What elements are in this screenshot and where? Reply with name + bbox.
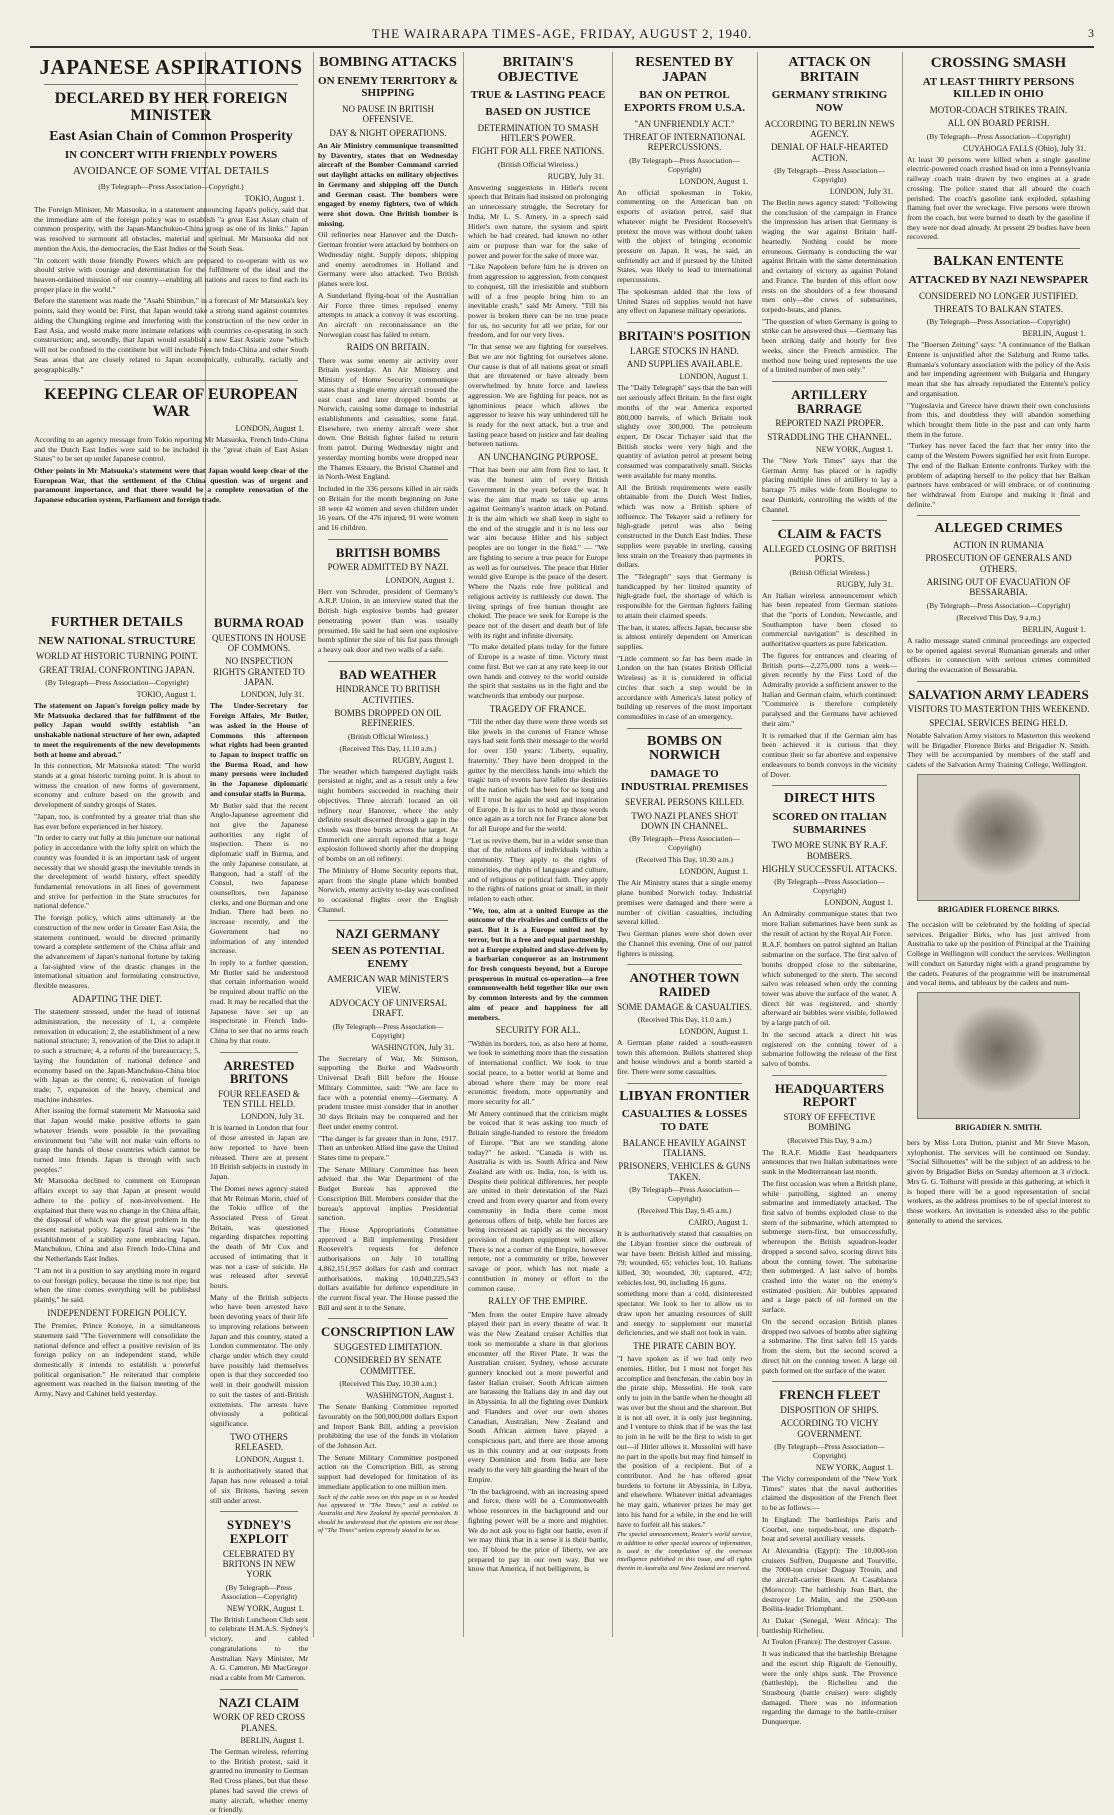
- paragraph: The R.A.F. Middle East headquarters announces that two Italian submarines were sunk in the Mediterranean last month.: [762, 1147, 897, 1177]
- masthead-rule: [30, 46, 1094, 48]
- paragraph: The first occasion was when a British plane, while patrolling, sighted an enemy submarine and immediately attacked. The first salvo of bombs exploded close to the stern of the submarine, which attempted to submerge stern-first, but unsuccessfully, whereupon the British squadron-leader dropped a second salvo, scoring direct hits about the conning tower. The submarine then submerged. A last salvo of bombs crashed into the water on the enemy's estimated position. Air bubbles appeared and a large patch of oil formed on the surface.: [762, 1178, 897, 1315]
- paragraph: The German wireless, referring to the British protest, said it granted no immunity to German Red Cross planes, but that these planes had saved the crews of many aircraft, whether enemy or friendly.: [210, 1747, 308, 1815]
- paragraph: In this connection, Mr Matsuoka stated: "The world stands at a great historic turning point. It is about to witness the creation of new forms of government, economy and culture based on the growth and development of sundry groups of States.: [34, 761, 200, 810]
- subhead: ARISING OUT OF EVACUATION OF BESSARABIA.: [926, 577, 1071, 598]
- subhead: SCORED ON ITALIAN SUBMARINES: [772, 810, 887, 836]
- paragraph: The statement on Japan's foreign policy made by Mr Matsuoka declared that for fulfilment of the policy Japan would swiftly establish "an unshakable national structure of her own, adapted to meet the requirements of the new developments both at home and abroad.": [34, 701, 200, 759]
- section-subhead: TRAGEDY OF FRANCE.: [489, 703, 587, 714]
- subhead: "AN UNFRIENDLY ACT.": [634, 118, 735, 129]
- credit-line: (By Telegraph—Press Association—Copyright): [774, 166, 885, 185]
- paragraph: "Turkey has never faced the fact that her entry into the camp of the Western Powers signified her exit from Europe. The end of the Balkan Entente confronts Turkey with the problem of adapting herself to the policy that her Balkan partners have embraced or will embrace, or of continuing her withdrawal from Europe and making it final and definite.": [907, 441, 1090, 509]
- dateline: CUYAHOGA FALLS (Ohio), July 31.: [963, 143, 1086, 153]
- subhead: CASUALTIES & LOSSES TO DATE: [621, 1108, 748, 1134]
- subhead: THREAT OF INTERNATIONAL REPERCUSSIONS.: [623, 132, 746, 153]
- footnote: The special announcement, Reuter's world service, in addition to other special sources of information, is used in the compilation of the overseas intelligence published in this issue, and all rights therein in Australia and New Zealand are reserved.: [617, 1531, 752, 1572]
- paragraph: After issuing the formal statement Mr Matsuoka said that Japan would make positive efforts to gain whatever friends were possible in the prevailing environment but "she will not make vain efforts to grasp the hands of those countries which cannot be turned into friends. Japan is through with such peoples.": [34, 1106, 200, 1174]
- received-line: (Received This Day, 9 a.m.): [787, 1135, 872, 1145]
- subhead: TWO NAZI PLANES SHOT DOWN IN CHANNEL.: [631, 810, 738, 832]
- paragraph: The Foreign Minister, Mr Matsuoka, in a statement announcing Japan's policy, said that the immediate aim of the foreign policy was to establish "a great East Asian chain of common prosperity, with the Japan-Manchukuo-China group as one of its links." Japan was resolved to surmount all obstacles, material and spiritual. Mr Matsuoka did not mention the Axis, the democracies, the East Indies or the South Seas.: [34, 205, 308, 253]
- section-subhead: RALLY OF THE EMPIRE.: [488, 1296, 588, 1307]
- subhead: FOUR RELEASED & TEN STILL HELD.: [218, 1088, 300, 1110]
- paragraph: something more than a cold, disinterested spectator. We look to her to allow us to draw upon her amazing resources of skill and energy to supplement our material deficiencies, and we shall not look in vain.: [617, 1289, 752, 1338]
- subhead: STRADDLING THE CHANNEL.: [767, 431, 892, 442]
- paragraph: The "Boersen Zeitung" says: "A continuance of the Balkan Entente is unjustified after the Salzburg and Rome talks. Rumania's voluntary association with the policy of the Axis and her impending agreement with Bulgaria and Hungary mean that she has already repudiated the Entente's policy and organisation.: [907, 340, 1090, 398]
- subhead: AVOIDANCE OF SOME VITAL DETAILS: [72, 165, 270, 178]
- headline: ATTACK ON BRITAIN: [788, 55, 871, 85]
- paragraph: "To make detailed plans today for the future of Europe is a waste of time. Victory must come first. But we can at any rate keep in our own hands and convey to the world outside the spirit that sustains us in the fight and the watchwords that embody our purpose.: [468, 642, 608, 700]
- subhead: SEVERAL PERSONS KILLED.: [625, 797, 744, 808]
- divider: [772, 381, 887, 382]
- paragraph: "Within its borders, too, as also here at home, we look to something more than the cessation of international conflict. We look to true social peace, to a better world at home and abroad where there may be more real economic freedom, more opportunity and more security for all.": [468, 1038, 608, 1106]
- subhead: PRISONERS, VEHICLES & GUNS TAKEN.: [618, 1161, 751, 1182]
- subhead: TRUE & LASTING PEACE: [470, 89, 606, 102]
- subhead: GERMANY STRIKING NOW: [771, 89, 888, 115]
- divider: [220, 1052, 298, 1053]
- divider: [220, 1689, 298, 1690]
- subhead: CONSIDERED BY SENATE COMMITTEE.: [334, 1355, 442, 1376]
- paragraph: bers by Miss Lora Dutton, pianist and Mr Steve Mason, xylophonist. The services will be continued on Sunday. "Social Silhouettes" will be the subject of an address to be given by Brigadier Birks on Sunday afternoon at 3 o'clock. Mrs G. G. Tolhurst will preside at this gathering, at which it is hoped there will be a good representation of social workers, as the address promises to be of special interest to those workers. An invitation is extended also to the public generally to attend the services.: [907, 1137, 1090, 1225]
- dateline: LONDON, August 1.: [679, 867, 748, 877]
- headline: JAPANESE ASPIRATIONS: [39, 55, 303, 79]
- headline: ALLEGED CRIMES: [934, 521, 1063, 537]
- section-subhead: TWO OTHERS RELEASED.: [230, 1431, 288, 1453]
- section-subhead: ADAPTING THE DIET.: [72, 993, 162, 1004]
- subhead: WORK OF RED CROSS PLANES.: [212, 1712, 306, 1733]
- headline: LIBYAN FRONTIER: [619, 1088, 750, 1104]
- subhead: PROSECUTION OF GENERALS AND OTHERS.: [925, 553, 1072, 574]
- paragraph: The Ministry of Home Security reports that, apart from the single plane which bombed Norwich, enemy activity to-day was confined to occasional flights over the English Channel.: [318, 865, 458, 914]
- subhead: ATTACKED BY NAZI NEWSPAPER: [908, 273, 1089, 286]
- credit-line: (By Telegraph—Press Association—Copyright.): [98, 182, 244, 192]
- paragraph: The Secretary of War, Mr Stimson, supporting the Burke and Wadsworth Universal Draft Bill before the House Military Committee, said: "We are face to face with a potential enemy—Germany. A prudent trustee must consider that in another 30 days Britain may be conquered and her fleet under enemy control.: [318, 1053, 458, 1131]
- dateline: LONDON, August 1.: [679, 176, 748, 186]
- paragraph: The figures for entrances and clearing of British ports—2,275,000 tons a week—given recently by the First Lord of the Admiralty provide a sufficient answer to the Italian and German claim, which continued: "Commerce is therefore completely paralysed and the Germans have achieved their aim.": [762, 650, 897, 728]
- divider: [44, 380, 298, 381]
- subhead: NO INSPECTION RIGHTS GRANTED TO JAPAN.: [213, 656, 305, 688]
- received-line: (Received This Day, 11.10 a.m.): [339, 743, 437, 753]
- headline: BOMBING ATTACKS: [319, 55, 457, 70]
- subhead: CONSIDERED NO LONGER JUSTIFIED.: [919, 290, 1078, 301]
- credit-line: (By Telegraph—Press Association—Copyright): [629, 1185, 740, 1204]
- subhead: AND SUPPLIES AVAILABLE.: [626, 359, 743, 370]
- paragraph: "Japan, too, is confronted by a greater trial than she has ever before experienced in her history.: [34, 811, 200, 831]
- subhead: DECLARED BY HER FOREIGN MINISTER: [54, 90, 288, 124]
- subhead: ACCORDING TO VICHY GOVERNMENT.: [780, 1418, 879, 1439]
- dateline: TOKIO, August 1.: [136, 690, 196, 700]
- paragraph: The Under-Secretary for Foreign Affairs, Mr Butler, was asked in the House of Commons this afternoon what rights had been granted to Japan to inspect traffic on the Burma Road, and how many persons were included in the Japanese diplomatic and consular staffs in Burma.: [210, 701, 308, 798]
- paragraph: "Yugoslavia and Greece have drawn their own conclusions from this, and doubtless they will abandon something which brought them little in the past and can only harm them in the future.: [907, 400, 1090, 439]
- subhead: QUESTIONS IN HOUSE OF COMMONS.: [212, 632, 306, 653]
- headline: BALKAN ENTENTE: [933, 254, 1064, 270]
- paragraph: The occasion will be celebrated by the holding of special services. Brigadier Birks, who has just arrived from Australia to take up the position of Principal at the Training College in Wellington will conduct the services. Wellington will conduct on Saturday night with a grand programme by the cadets. Features of the programme will be instrumental and vocal items, and tableaux by the cadets and num-: [907, 919, 1090, 988]
- headline: NAZI GERMANY: [335, 926, 441, 942]
- subhead: DETERMINATION TO SMASH HITLER'S POWER.: [477, 122, 599, 143]
- subhead: SOME DAMAGE & CASUALTIES.: [617, 1001, 752, 1012]
- headline: BURMA ROAD: [214, 615, 304, 630]
- paragraph: At Toulon (France): The destroyer Cassue.: [762, 1637, 892, 1647]
- footnote: Such of the cable news on this page as is so headed has appeared in "The Times," and is cabled to Australia and New Zealand by special permission. It should be understood that the opinions are not those of "The Times" unless expressly stated to be so.: [318, 1493, 458, 1534]
- paragraph: A German plane raided a south-eastern town this afternoon. Bullets shattered shop and house windows and a bomb started a fire. There were some casualties.: [617, 1037, 752, 1077]
- dateline: NEW YORK, August 1.: [815, 1462, 893, 1472]
- paragraph: Answering suggestions in Hitler's recent speech that Britain had insisted on prolonging an unnecessary struggle, the Secretary for India, Mr L. S. Amery, in a speech said Hitler's own nature, the system and spirit which he had created, had known no other aim or purpose than war for the sake of power and power for the sake of more war.: [468, 182, 608, 260]
- credit-line: (By Telegraph—Press Association—Copyright): [221, 1582, 297, 1601]
- subhead: DISPOSITION OF SHIPS.: [780, 1404, 879, 1415]
- paragraph: "I have spoken as if we had only two enemies, Hitler, but I must not forget his accomplice and henchman, the cabin boy in the pirate ship, Mussolini. He took care only to join in the battle when he thought all was over but the shout and the shareout. But it is not all over, it is only just beginning, and I venture to think that if he was the last to join in he will be the first to wish to get out—if Hitler allows it. Mussolini will have no part in the spoils but may find himself in the position of a recipient. But of a contributor. And he has offered great burdens to fortune in Abyssinia, in Libya, and elsewhere. Whatever initial advantages he may gain, whatever prizes he may get into his hand for a while, in the end he will have to forfeit all his stakes.": [617, 1354, 752, 1529]
- headline: BRITAIN'S POSITION: [618, 328, 751, 344]
- paragraph: The "Daily Telegraph" says that the ban will not seriously affect Britain. In the first eight months of the war America exported 800,000 barrels, of which Britain took slightly over 300,000. The petroleum expert, Dr Oscar Tichayer said that the British stocks were very high and the quantity of aviation petrol at present being consumed was comparatively small. Stocks were available for many months.: [617, 383, 752, 480]
- headline: ARTILLERY BARRAGE: [791, 386, 868, 416]
- headline: HEADQUARTERS REPORT: [774, 1080, 885, 1110]
- received-line: (Received This Day, 10.30 a.m.): [635, 855, 734, 865]
- dateline: WASHINGTON, August 1.: [366, 1391, 454, 1401]
- credit-line: (British Official Wireless.): [347, 731, 429, 741]
- paragraph: "Men from the outer Empire have already played their part in every theatre of war. It was the New Zealand cruiser Achilles that took so memorable a share in that glorious encounter off the River Plate. It was the Australian cruiser, Sydney, whose accurate gunnery knocked out a more powerful and faster Italian cruiser. South African airmen are harassing the Italians day in and day out in Abyssinia. In all the fighting over Dunkirk and Flanders and over our own shores Canadian, Australian, New Zealand and South African airmen have played a conspicuous part, and there are those among us in this country and at our outposts from every Dominion and from India are here ready to the very hilt guarding the heart of the Empire.: [468, 1309, 608, 1484]
- column-6: [758, 52, 901, 1727]
- divider: [917, 681, 1080, 682]
- photo-brigadier-florence-birks: [917, 774, 1080, 901]
- credit-line: (By Telegraph—Press Association—Copyright): [926, 600, 1071, 610]
- paragraph: "Like Napoleon before him he is driven on from aggression to aggression, from conquest to conquest, till the irresistible and stubborn will of a free people bring him to an inevitable crash," said Mr Amery. "Till his power is broken there can be no true peace for us, no security for all we prize, for our freedom, and for our very lives.: [468, 262, 608, 340]
- paragraph: The "Telegraph" says that Germany is handicapped by her limited quantity of high-grade fuel, the shortage of which is responsible for the German fighters failing to attain their claimed speeds.: [617, 572, 752, 620]
- paragraph: A radio message stated criminal proceedings are expected to be opened against several Rumanian generals and other officers in connection with serious crimes committed during the evacuation of Bessarabia.: [907, 635, 1090, 674]
- subhead: DENIAL OF HALF-HEARTED ACTION.: [770, 142, 889, 163]
- received-line: (Received This Day, 9 a.m.): [956, 612, 1041, 622]
- page-number: 3: [1088, 26, 1094, 40]
- dateline: NEW YORK, August 1.: [226, 1603, 304, 1613]
- paragraph: An Air Ministry communique transmitted by Daventry, states that on Wednesday aircraft of the Bomber Command carried out daylight attacks on military objectives in Germany and shipping off the Dutch and German coast. The bombers were engaged by enemy fighters, two of which were shot down. One British bomber is missing.: [318, 141, 458, 228]
- divider: [328, 539, 448, 540]
- dateline: LONDON, August 1.: [385, 575, 454, 585]
- paragraph: All the British requirements were easily obtainable from the Dutch West Indies, which was now a British sphere of influence. The Tekayer said a refinery for high-grade petrol was also being constructed in the Dutch East Indies. These supplies were payable in sterling, causing less strain on the Treasury than payments in dollars.: [617, 482, 752, 570]
- paragraph: The Senate Banking Committee reported favourably on the 500,000,000 dollars Export and Import Bank Bill, adding a provision prohibiting the use of the funds in violation of the Johnson Act.: [318, 1402, 458, 1450]
- dateline: RUGBY, August 1.: [392, 755, 454, 765]
- paragraph: At Dakar (Senegal, West Africa): The battleship Richelieu.: [762, 1615, 897, 1635]
- subhead: ON ENEMY TERRITORY & SHIPPING: [318, 74, 458, 100]
- subhead: HIGHLY SUCCESSFUL ATTACKS.: [762, 863, 897, 874]
- subhead: BOMBS DROPPED ON OIL REFINERIES.: [334, 708, 442, 729]
- subhead: BALANCE HEAVILY AGAINST ITALIANS.: [622, 1137, 747, 1159]
- paragraph: It is learned in London that four of those arrested in Japan are now reported to have been released. There are at present 10 British subjects in custody in Japan.: [210, 1123, 308, 1182]
- headline: SYDNEY'S EXPLOIT: [226, 1517, 292, 1546]
- paragraph: Mr Butler said that the recent Anglo-Japanese agreement did not give the Japanese authorities any right of inspection. There is no diplomatic staff in Burma, and the only Japanese consulate, at Rangoon, had a staff of the Consul, two Japanese counsellors, two Japanese clerks, and one Burman and one Indian. There had been no increase recently, and the Government had no information of any intended increase.: [210, 800, 308, 956]
- subhead: ACCORDING TO BERLIN NEWS AGENCY.: [764, 118, 895, 139]
- credit-line: (British Official Wireless.): [789, 567, 870, 577]
- section-subhead: INDEPENDENT FOREIGN POLICY.: [47, 1307, 187, 1318]
- paragraph: There was some enemy air activity over Britain yesterday. An Air Ministry and Ministry of Home Security communique states that a single enemy aircraft crossed the east coast and later dropped bombs at Norwich, causing some damage to industrial establishments and casualties, some fatal. Elsewhere, two enemy aircraft were shot down. One British fighter failed to return from patrol. During Wednesday night and yesterday morning bombs were dropped near the Thames Estuary, the Bristol Channel and in North-West England.: [318, 355, 458, 482]
- credit-line: (By Telegraph—Press Association—Copyright): [926, 317, 1071, 327]
- paragraph: "Little comment so far has been made in London on the ban (states British Official Wireless) as it is considered in official circles that such a step would be in accordance with America's latest policy of building up reserves of the most important commodities in case of an emergency.: [617, 653, 752, 722]
- subhead: STORY OF EFFECTIVE BOMBING: [783, 1112, 876, 1133]
- paragraph: "In the background, with an increasing speed and force, there will be a Commonwealth whose resources in the background and our fighting power will be a more and mightier. We do not ask you to fight our battle, even if we may think that in a sense it is their battle, too. If blood be the price of liberty, we are prepared to pay in our own way. But we know that America, if not belligerent, is: [468, 1486, 608, 1574]
- paragraph: "The danger is far greater than in June, 1917. Then an unbroken Allied line gave the United States time to prepare.": [318, 1133, 458, 1162]
- dateline: WASHINGTON, July 31.: [371, 1042, 454, 1052]
- subhead: ALL ON BOARD PERISH.: [947, 118, 1050, 129]
- paragraph: The Domei news agency stated that Mr Reiman Morin, chief of the Tokio office of the Associated Press of Great Britain, was questioned regarding dispatches reporting the death of Mr Cox and accused of intimating that it was not a case of suicide. He was released after several hours.: [210, 1183, 308, 1290]
- subhead: TWO MORE SUNK BY R.A.F. BOMBERS.: [771, 840, 888, 861]
- paragraph: "In order to carry out fully at this juncture our national policy in accordance with the lofty spirit on which the country was founded it is an important task of urgent necessity that we should grasp the inevitable trends in the development of world history, effect speedily fundamental renovations in all lines of government and strive for perfection in the State structures for national defence.": [34, 833, 200, 911]
- dateline: BERLIN, August 1.: [240, 1736, 304, 1745]
- paragraph: A Sunderland flying-boat of the Australian Air Force three times repulsed enemy attempts to attack a convoy it was escorting. An aircraft on reconnaissance on the Norwegian coast has failed to return.: [318, 290, 458, 339]
- subhead: IN CONCERT WITH FRIENDLY POWERS: [64, 148, 278, 161]
- dateline: BERLIN, August 1.: [1022, 329, 1086, 339]
- credit-line: (By Telegraph—Press Association—Copyright): [926, 131, 1071, 141]
- section-subhead: THE PIRATE CABIN BOY.: [633, 1340, 736, 1351]
- divider: [772, 785, 887, 786]
- subhead: GREAT TRIAL CONFRONTING JAPAN.: [39, 664, 195, 675]
- subhead: AT LEAST THIRTY PERSONS KILLED IN OHIO: [922, 75, 1075, 101]
- paragraph: Other points in Mr Matsuoka's statement were that Japan would keep clear of the European War, that the settlement of the China question was of urgent and paramount importance, and that there would be a complete renovation of the Japanese education system, Parliament and foreign trade.: [34, 465, 308, 505]
- section-subhead: SECURITY FOR ALL.: [495, 1025, 581, 1036]
- paragraph: R.A.F. bombers on patrol sighted an Italian submarine on the surface. The first salvo of bombs dropped close to the submarine, which submerged to the stern. The second salvo was released when only the conning tower was above the surface of the water. A direct hit was registered, and shortly afterward air bubbles were visible, followed by a large patch of oil.: [762, 940, 897, 1028]
- paragraph: "We, too, aim at a united Europe as the outcome of the rivalries and conflicts of the past. But it is a Europe united not by terror, but in a free and equal partnership, not a Europe exploited and slave-driven by a barbarian conqueror as an instrument for fresh conquests beyond, but a Europe prosperous in mutual co-operation—a free commonwealth held together like our own by common interests and by the common aim of peace and happiness for all members.: [468, 905, 608, 1022]
- column-3: [314, 52, 462, 1637]
- column-4: [464, 52, 612, 1637]
- paragraph: The Berlin news agency stated: "Following the conclusion of the campaign in France the impression has arisen that Germany is waging the war against Britain half-heartedly. Nothing could be more erroneous. Germany is conducting the war against Britain with the same determination and certainty of victory as against Poland and France. The burden of this effort now rests on the shoulders of a few thousand men only—the crews of submarines, torpedo-boats, and planes.: [762, 198, 897, 314]
- paragraph: "In concert with those friendly Powers which are prepared to co-operate with us we should strive with courage and determination for the fulfilment of the ideal and the heaven-ordained mission of our country—enabling all nations and races to find each its proper place in the world.": [34, 255, 308, 294]
- credit-line: (British Official Wireless.): [497, 159, 579, 169]
- article-further-details: [30, 612, 204, 1637]
- subhead: FIGHT FOR ALL FREE NATIONS.: [471, 146, 605, 157]
- headline: CLAIM & FACTS: [777, 526, 882, 542]
- subhead: DAY & NIGHT OPERATIONS.: [329, 127, 447, 138]
- paragraph: The Senate Military Committee postponed action on the Conscription Bill, as strong support had developed for limitation of its immediate application to one million men.: [318, 1452, 458, 1491]
- subhead: NEW NATIONAL STRUCTURE: [38, 634, 196, 647]
- paragraph: The Air Ministry states that a single enemy plane bombed Norwich today. Industrial premises were damaged and there were a number of civilian casualties, including several killed.: [617, 878, 752, 927]
- dateline: LONDON, August 1.: [679, 1026, 748, 1036]
- headline: KEEPING CLEAR OF EUROPEAN WAR: [44, 386, 298, 421]
- subhead: THREATS TO BALKAN STATES.: [934, 303, 1063, 314]
- divider: [772, 1381, 887, 1382]
- paragraph: At least 30 persons were killed when a single gasoline electric-powered coach crashed head on into a Pennsylvania railway coach train drawn by two engines at a grade crossing. The police stated that all aboard the coach perished. The coach's gasoline tank exploded, splashing flaming fuel over the wreckage. Five persons were thrown from the coach, but were burned to death by the gasoline if they were not dead already. At present 29 bodies have been recovered.: [907, 154, 1090, 242]
- paragraph: Oil refineries near Hanover and the Dutch-German frontier were attacked by bombers on Wednesday night. Supply depots, shipping and enemy aerodromes in Holland and Germany were also attacked. Two British planes were lost.: [318, 230, 459, 289]
- dateline: RUGBY, July 31.: [547, 171, 604, 181]
- subhead: ACTION IN RUMANIA: [953, 540, 1044, 551]
- paragraph: It is remarked that if the German aim has been achieved it is curious that they continue their so far abortive and expensive endeavours to bomb convoys in the vicinity of Dover.: [762, 730, 897, 779]
- paragraph: The Vichy correspondent of the "New York Times" states that the naval authorities claimed the disposition of the French fleet to be as follows:—: [762, 1473, 897, 1513]
- dateline: LONDON, August 1.: [235, 1455, 304, 1465]
- section-subhead: RAIDS ON BRITAIN.: [346, 342, 430, 353]
- paragraph: "In that sense we are fighting for ourselves. But we are not fighting for ourselves alone. Our cause is that of all nations great or small that are threatened or have already been overwhelmed by brute force and lawless aggression. We are fighting for peace, not as ignominious peace which allows the aggressor to leave his way unhindered till he is ready for the next attack, but a true and lasting peace based on justice and fair dealing between nations.: [468, 342, 608, 449]
- subhead: SUGGESTED LIMITATION.: [333, 1342, 443, 1353]
- credit-line: (By Telegraph—Press Association—Copyright): [332, 1021, 444, 1040]
- column-7: [903, 52, 1094, 1637]
- headline: FRENCH FLEET: [779, 1387, 880, 1403]
- headline: ANOTHER TOWN RAIDED: [629, 970, 740, 999]
- subhead: ADVOCACY OF UNIVERSAL DRAFT.: [329, 998, 447, 1019]
- paragraph: Before the statement was made the "Asahi Shimbun," in a forecast of Mr Matsuoka's key points, said they would be: First, that Japan would take a strong stand against countries aiding the Chungking regime and interfering with the construction of the new order in East Asia, and would make more intimate relations with countries co-operating in such construction; and, secondly, that Japan would establish a new East Asiatic zone "which will not be confined to the continent but will include French Indo-China and other South Seas areas that are closely related to Japan economically, culturally, racially and geographically.": [34, 296, 308, 374]
- dateline: LONDON, July 31.: [240, 1112, 304, 1122]
- dateline: TOKIO, August 1.: [244, 194, 304, 204]
- subhead: WORLD AT HISTORIC TURNING POINT.: [35, 651, 199, 662]
- headline: FURTHER DETAILS: [51, 615, 183, 630]
- subhead: ALLEGED CLOSING OF BRITISH PORTS.: [762, 543, 897, 565]
- headline: BOMBS ON NORWICH: [646, 733, 723, 764]
- divider: [44, 84, 298, 85]
- received-line: (Received This Day, 10.30 a.m.): [339, 1379, 437, 1389]
- credit-line: (By Telegraph—Press Association—Copyright): [774, 1441, 885, 1460]
- headline: CONSCRIPTION LAW: [321, 1324, 455, 1340]
- headline: ARRESTED BRITONS: [223, 1057, 295, 1087]
- subhead: LARGE STOCKS IN HAND.: [630, 345, 739, 356]
- subhead: AMERICAN WAR MINISTER'S VIEW.: [327, 974, 449, 995]
- paragraph: In the second attack a direct hit was registered on the conning tower of a submarine following the release of the first salvo of bombs.: [762, 1029, 897, 1069]
- paragraph: The British Luncheon Club sent to celebrate H.M.A.S. Sydney's victory, and cabled congratulations to the Australian Navy Minister, Mr A. G. Cameron. Mr MacGregor read a cable from Mr Cameron.: [210, 1614, 308, 1682]
- headline: NAZI CLAIM: [218, 1694, 300, 1710]
- dateline: BERLIN, August 1.: [1022, 624, 1086, 634]
- subhead: MOTOR-COACH STRIKES TRAIN.: [929, 105, 1068, 116]
- headline: SALVATION ARMY LEADERS: [908, 686, 1089, 702]
- subhead: HINDRANCE TO BRITISH ACTIVITIES.: [335, 684, 441, 705]
- photo-caption: BRIGADIER N. SMITH.: [955, 1122, 1042, 1132]
- dateline: LONDON, July 31.: [240, 690, 304, 700]
- paragraph: Mr Amery continued that the criticism might be voiced that it was asking too much of Britain single-handed to restore the freedom of Europe. "But are we standing alone today?" he asked. "Canada is with us. Australia is with us. South Africa and New Zealand are with us. India, too, is with us. Despite their political differences, her people are united in their detestation of the Nazi creed and from every quarter and from every community in India there come most generous offers of help, while her forces are being increased as rapidly as the necessary provision of modern equipment will allow. There is not a corner of the Empire, however remote, not a community or tribe, however savage or poor, which has not made a contribution in money or effort to the common cause.: [468, 1108, 608, 1293]
- received-line: (Received This Day, 11.0 a.m.): [637, 1014, 732, 1024]
- photo-caption: BRIGADIER FLORENCE BIRKS.: [937, 904, 1060, 914]
- paragraph: Included in the 336 persons killed in air raids on Britain for the month beginning on June 18 were 42 women and seven children under 16 years. Of the 476 injured, 91 were women and 16 children.: [318, 484, 458, 532]
- paragraph: The "New York Times" says that the German Army has placed or is rapidly placing multiple lines of artillery to lay a barrage 75 miles wide from Boulogne to near Dunkirk, controlling the width of the Channel.: [762, 455, 897, 514]
- headline: DIRECT HITS: [783, 791, 876, 807]
- paragraph: It is authoritatively stated that casualties on the Libyan frontier since the outbreak of war have been: British killed and missing, 79; wounded, 65; vehicles lost, 10. Italians killed, 30; wounded, 30; captured, 472; vehicles lost, 90, including 16 guns.: [617, 1229, 752, 1287]
- dateline: LONDON, August 1.: [679, 372, 748, 382]
- masthead-title: THE WAIRARAPA TIMES-AGE, FRIDAY, AUGUST 2, 1940.: [371, 26, 753, 41]
- credit-line: (By Telegraph—Press Association—Copyright): [45, 678, 189, 688]
- divider: [328, 661, 448, 662]
- paragraph: The House Appropriations Committee approved a Bill implementing President Roosevelt's requests for defence authorisations on July 10 totalling 4,862,151,957 dollars for cash and contract authorisations, making 10,040,225,543 dollars available for defence expenditure in the current fiscal year. The House passed the Bill and sent it to the Senate.: [318, 1224, 458, 1312]
- paragraph: "Till the other day there were three words set like jewels in the coronet of France whose rays had sent forth their message to the world for over 150 years: 'Liberty, equality, fraternity.' They have been dropped in the gutter by the merciless hands into which the tragic turn of events have fallen the destinies of the nation which has been for so long and will I trust be again the soul and inspiration of Europe. It is for us to hold up those words once again as a torch not for France alone but for all Europe and for the world.: [468, 717, 608, 833]
- photo-brigadier-n-smith: [917, 992, 1080, 1119]
- paragraph: The Senate Military Committee has been advised that the War Department of the Budget Bureau has approved the Conscription Bill. Members consider that the bureau's approval implies Presidential sanction.: [318, 1164, 458, 1223]
- credit-line: (By Telegraph—Press Association—Copyright): [629, 155, 740, 174]
- dateline: RUGBY, July 31.: [836, 579, 893, 589]
- subhead: SEEN AS POTENTIAL ENEMY: [331, 945, 445, 970]
- paragraph: On the second occasion British planes dropped two salvoes of bombs after sighting a submarine. The first salvo fell 15 yards from the stern, but the second scored a direct hit on the conning tower. A large oil patch formed on the surface of the water.: [762, 1316, 897, 1375]
- dateline: NEW YORK, August 1.: [815, 444, 893, 454]
- subhead: BASED ON JUSTICE: [485, 106, 591, 119]
- section-subhead: AN UNCHANGING PURPOSE.: [477, 452, 599, 463]
- masthead: [30, 26, 1094, 42]
- credit-line: (By Telegraph—Press Association—Copyright): [774, 877, 885, 896]
- paragraph: Herr von Schroder, president of Germany's A.R.P. Union, in an interview stated that the British high explosive bombs had greater penetrating power than was usually presumed. He said he had seen one explosive bomb splinter the size of his fist pass through a heavy oak door and two walls of a safe.: [318, 586, 458, 654]
- subhead: NO PAUSE IN BRITISH OFFENSIVE.: [342, 103, 434, 125]
- subhead: POWER ADMITTED BY NAZI.: [327, 562, 449, 573]
- headline: BRITAIN'S OBJECTIVE: [497, 55, 579, 85]
- divider: [917, 248, 1080, 249]
- paragraph: Mr Matsuoka declined to comment on European affairs except to say that Japan at present would adhere to the policy of non-involvement. He explained that there was no change in the China affair, the disposal of which was the great problem in the present national policy. Japan's final aim was "the establishment of a stability zone embracing Japan, Manchukuo, China and also French Indo-China and the Netherlands East Indies.: [34, 1176, 200, 1264]
- divider: [917, 515, 1080, 516]
- credit-line: (By Telegraph—Press Association—Copyright): [629, 834, 740, 853]
- divider: [772, 1075, 887, 1076]
- headline: RESENTED BY JAPAN: [635, 55, 734, 85]
- paragraph: The ban, it states, affects Japan, because she is almost entirely dependent on American supplies.: [617, 622, 752, 652]
- divider: [220, 1511, 298, 1512]
- divider: [627, 964, 742, 965]
- paragraph: "That has been our aim from first to last. It was the honest aim of every British Government in the years before the war. It was the aim that made us take up arms against Germany's wanton attack on Poland. It is the aim which we shall keep in sight to the end of the struggle and it is no less our war aim because Hitler and his subject peoples are no longer in the field." — "We are fighting to secure a true peace for Europe as well as for ourselves. The peace that Hitler would give Europe is the peace of the desert. Where the Nazis rule free political and religious activity is ruthlessly cut down. The living springs of free human thought are choked. The peace we seek for Europe is the peace not of the desert and death but of life with its right and infinite diversity.: [468, 465, 608, 640]
- paragraph: The statement stressed, under the head of internal administration, the necessity of 1, a complete renovation in education; 2, the establishment of a new national structure; 3, renovation of the Diet to adapt it to such a structure; 4, a reform of the bureaucracy; 5, laying the foundation of national defence and economy based on the Japan-Manchukuo-China bloc with Japan as the centre; 6, renovation of foreign trade; 7, expansion of the heavy, chemical and machine industries.: [34, 1007, 200, 1104]
- column-5: [613, 52, 756, 1637]
- subhead: VISITORS TO MASTERTON THIS WEEKEND.: [907, 704, 1090, 715]
- divider: [627, 322, 742, 323]
- divider: [328, 1318, 448, 1319]
- paragraph: In reply to a further question, Mr Butler said he understood that certain information would be required about traffic on the road. It may be recalled that the Japanese have set up an inspectorate in French Indo-China to see that no arms reach China by that route.: [210, 958, 308, 1045]
- paragraph: "The question of when Germany is going to strike can be answered thus —Germany has been striking daily and hourly for five weeks, since the French armistice. The method now being used represents the use of a limited number of men only.": [762, 316, 897, 375]
- subhead: CELEBRATED BY BRITONS IN NEW YORK: [222, 1548, 296, 1580]
- subhead: BAN ON PETROL EXPORTS FROM U.S.A.: [624, 89, 745, 115]
- paragraph: According to an agency message from Tokio reporting Mr Matsuoka, French Indo-China and the Dutch East Indies were said to be included in the "great chain of East Asian States" to be set up under Japanese control.: [34, 434, 308, 464]
- paragraph: Two German planes were shot down over the Channel this evening. One of our patrol fighters is missing.: [617, 929, 752, 958]
- paragraph: The weather which hampered daylight raids persisted at night, and as a result only a few night bombers succeeded in reaching their objectives. Three aircraft located an oil refinery near Hanover, where the only definite result discerned through a gap in the clouds was three bursts across the target. At Emmerich one aircraft reported that a huge explosion followed shortly after the dropping of bombs on an oil refinery.: [318, 766, 458, 864]
- dateline: CAIRO, August 1.: [688, 1218, 748, 1228]
- paragraph: "I am not in a position to say anything more in regard to our foreign policy, because the time is not ripe; but when the time comes everything will be published plainly," he said.: [34, 1265, 200, 1305]
- column-2: [206, 612, 312, 1815]
- paragraph: It was indicated that the battleship Bretagne and the escort ship Rigault de Genouilly, were the only ships sunk. The Provence (battleship), the Richelieu and the Strasbourg (battle cruiser) were slightly damaged. There was no information regarding the damage to the battle-cruiser Dunquerque.: [762, 1649, 897, 1727]
- divider: [772, 520, 887, 521]
- divider: [627, 728, 742, 729]
- headline: BAD WEATHER: [339, 666, 437, 682]
- received-line: (Received This Day, 9.45 a.m.): [637, 1206, 732, 1216]
- headline: BRITISH BOMBS: [335, 544, 441, 560]
- paragraph: The Premier, Prince Konoye, in a simultaneous statement said "The Government will consolidate the national defence and effect a positive revision of its foreign policy on an independent stand, while domestically it intends to establish a powerful political organisation." He reiterated that complete agreement was reached in the liaison meeting of the Army, Navy and Cabinet held yesterday.: [34, 1321, 200, 1399]
- paragraph: It is authoritatively stated that Japan has now released a total of six Britons, having seven still under arrest.: [210, 1466, 308, 1505]
- paragraph: "Let us revive them, but in a wider sense than that of the relations of individuals within a community. They apply to the rights of minorities, the rights of language and culture, and of religious or political faith. They apply to the rights of nations great or small, in their relation to each other.: [468, 835, 608, 903]
- divider: [627, 1083, 742, 1084]
- paragraph: At Alexandria (Egypt): The 10,000-ton cruisers Suffren, Duquesne and Tourville, the 7000-ton cruiser Duguay Trouin, and the aircraft-carrier Bearn. At Casablanca (Morocco): The battleship Jean Bart, the destroyer Le Malin, and the 2500-ton Boilita-leader Triomphant.: [762, 1545, 897, 1614]
- subhead: REPORTED NAZI PROPER.: [775, 418, 884, 429]
- dateline: LONDON, August 1.: [235, 423, 304, 433]
- paragraph: An official spokesman in Tokio, commenting on the American ban on exports of aviation petrol, said that whatever might be President Roosevelt's pretext the move was without doubt taken with the object of bringing economic pressure on Japan. It was, he said, an unfriendly act and if pursued by the United States, was likely to lead to international repercussions.: [617, 187, 752, 285]
- headline: CROSSING SMASH: [930, 55, 1067, 71]
- subhead: SPECIAL SERVICES BEING HELD.: [929, 717, 1068, 728]
- paragraph: Notable Salvation Army visitors to Masterton this weekend will be Brigadier Florence Birks and Brigadier N. Smith. They will be accompanied by members of the staff and cadets of the Salvation Army Training College, Wellington.: [907, 731, 1090, 770]
- paragraph: An Admiralty communique states that two more Italian submarines have been sunk as the result of action by the Royal Air Force.: [762, 909, 897, 938]
- divider: [328, 920, 448, 921]
- paragraph: The spokesman added that the loss of United States oil supplies would not have any effect on Japanese military operations.: [617, 286, 752, 316]
- subhead: DAMAGE TO INDUSTRIAL PREMISES: [620, 768, 749, 793]
- paragraph: In England: The battleships Paris and Courbet, one torpedo-boat, one dispatch-boat and several auxiliary vessels.: [762, 1514, 897, 1544]
- dateline: LONDON, August 1.: [824, 898, 893, 908]
- subhead: East Asian Chain of Common Prosperity: [49, 128, 293, 144]
- article-japanese-aspirations: [30, 52, 312, 612]
- paragraph: The foreign policy, which aims ultimately at the construction of the new order in Greater East Asia, the statement continued, would be directed primarily toward a complete settlement of the China affair and the advancement of Japan's national fortune by taking a far-sighted view of the drastic changes in the international situation and formulating constructive, flexible measures.: [34, 913, 200, 991]
- dateline: LONDON, July 31.: [829, 187, 893, 197]
- paragraph: An Italian wireless announcement which has been repeated from German stations that the "ports of London, Newcastle, and Southampton have been closed to commercial navigation" is described in authoritative quarters as pure fabrication.: [762, 590, 897, 649]
- paragraph: Many of the British subjects who have been arrested have been devoting years of their life to improving relations between Japan and this country, stated a London commentator. The only charge under which they could have possibly laid themselves open is that they succeeded too well in their goodwill mission to suit the tastes of anti-British extremists. The arrests have obviously a political significance.: [210, 1292, 308, 1429]
